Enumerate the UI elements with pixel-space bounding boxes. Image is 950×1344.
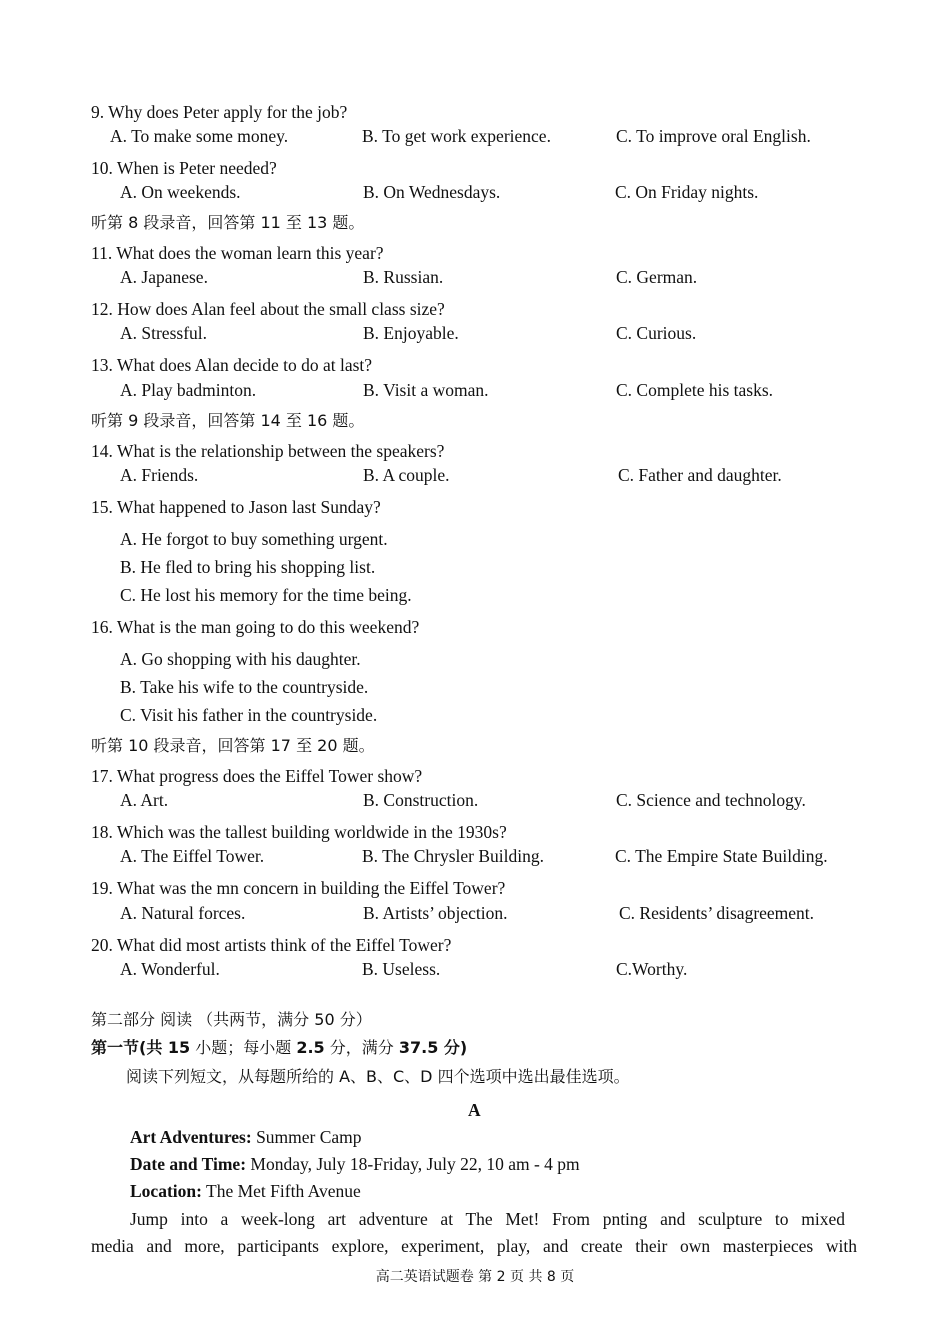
segment-9-header: 听第 9 段录音，回答第 14 至 16 题。 [91,411,365,430]
q18-option-b: B. The Chrysler Building. [362,846,544,866]
question-19: 19. What was the mn concern in building the Eiffel Tower? [91,878,506,898]
passage-body-line-2: media and more, participants explore, experiment, play, and create their own masterpieces with [91,1236,857,1256]
question-20: 20. What did most artists think of the Eiffel Tower? [91,935,452,955]
date-label: Date and Time: [130,1154,247,1174]
reading-instruction: 阅读下列短文，从每题所给的 A、B、C、D 四个选项中选出最佳选项。 [126,1067,630,1086]
section1-prefix: 第一节(共 [91,1038,168,1057]
question-11: 11. What does the woman learn this year? [91,243,384,263]
q11-option-a: A. Japanese. [120,267,208,287]
q11-option-b: B. Russian. [363,267,444,287]
q14-option-c: C. Father and daughter. [618,465,782,485]
q15-option-c: C. He lost his memory for the time being. [120,585,412,605]
q20-option-c: C.Worthy. [616,959,688,979]
passage-line-event [130,1126,362,1148]
location-label: Location: [130,1181,202,1201]
passage-line-date [130,1153,580,1175]
q18-option-a: A. The Eiffel Tower. [120,846,265,866]
section1-header [91,1037,467,1059]
q12-option-b: B. Enjoyable. [363,323,459,343]
passage-body-line-1: Jump into a week-long art adventure at The Met! From pnting and sculpture to mixed [130,1209,845,1229]
question-9: 9. Why does Peter apply for the job? [91,102,348,122]
passage-line-location [130,1180,361,1202]
segment-8-header: 听第 8 段录音，回答第 11 至 13 题。 [91,213,365,232]
q11-option-c: C. German. [616,267,698,287]
location-value: The Met Fifth Avenue [201,1181,361,1201]
q19-option-b: B. Artists’ objection. [363,903,508,923]
q14-option-b: B. A couple. [363,465,450,485]
event-value: Summer Camp [251,1127,362,1147]
q10-option-c: C. On Friday nights. [615,182,759,202]
q16-option-b: B. Take his wife to the countryside. [120,677,369,697]
q16-option-c: C. Visit his father in the countryside. [120,705,378,725]
q17-option-c: C. Science and technology. [616,790,806,810]
question-12: 12. How does Alan feel about the small class size? [91,299,445,319]
q15-option-b: B. He fled to bring his shopping list. [120,557,376,577]
section1-count: 15 [167,1038,191,1057]
q17-option-b: B. Construction. [363,790,479,810]
section1-mid1: 小题；每小题 [190,1038,297,1057]
question-14: 14. What is the relationship between the speakers? [91,441,445,461]
q9-option-b: B. To get work experience. [362,126,551,146]
question-18: 18. Which was the tallest building worldwide in the 1930s? [91,822,507,842]
q18-option-c: C. The Empire State Building. [615,846,828,866]
part2-title: 第二部分 阅读 （共两节，满分 50 分） [91,1010,372,1029]
q20-option-b: B. Useless. [362,959,441,979]
event-label: Art Adventures: [130,1127,252,1147]
passage-letter: A [468,1100,481,1120]
segment-10-header: 听第 10 段录音，回答第 17 至 20 题。 [91,736,375,755]
question-13: 13. What does Alan decide to do at last? [91,355,373,375]
q10-option-b: B. On Wednesdays. [363,182,501,202]
q13-option-b: B. Visit a woman. [363,380,489,400]
section1-score: 2.5 [296,1038,325,1057]
section1-total: 37.5 [398,1038,439,1057]
section1-suffix: 分) [438,1038,468,1057]
question-10: 10. When is Peter needed? [91,158,277,178]
q17-option-a: A. Art. [120,790,169,810]
q12-option-a: A. Stressful. [120,323,208,343]
q19-option-a: A. Natural forces. [120,903,246,923]
question-17: 17. What progress does the Eiffel Tower show? [91,766,423,786]
page-footer: 高二英语试题卷 第 2 页 共 8 页 [375,1269,575,1285]
q12-option-c: C. Curious. [616,323,697,343]
question-15: 15. What happened to Jason last Sunday? [91,497,381,517]
q19-option-c: C. Residents’ disagreement. [619,903,815,923]
q14-option-a: A. Friends. [120,465,199,485]
q15-option-a: A. He forgot to buy something urgent. [120,529,388,549]
q9-option-a: A. To make some money. [110,126,289,146]
q16-option-a: A. Go shopping with his daughter. [120,649,361,669]
q13-option-c: C. Complete his tasks. [616,380,774,400]
q20-option-a: A. Wonderful. [120,959,220,979]
section1-mid2: 分，满分 [324,1038,399,1057]
question-16: 16. What is the man going to do this weekend? [91,617,420,637]
q9-option-c: C. To improve oral English. [616,126,811,146]
date-value: Monday, July 18-Friday, July 22, 10 am - 4 pm [246,1154,580,1174]
q13-option-a: A. Play badminton. [120,380,257,400]
q10-option-a: A. On weekends. [120,182,241,202]
